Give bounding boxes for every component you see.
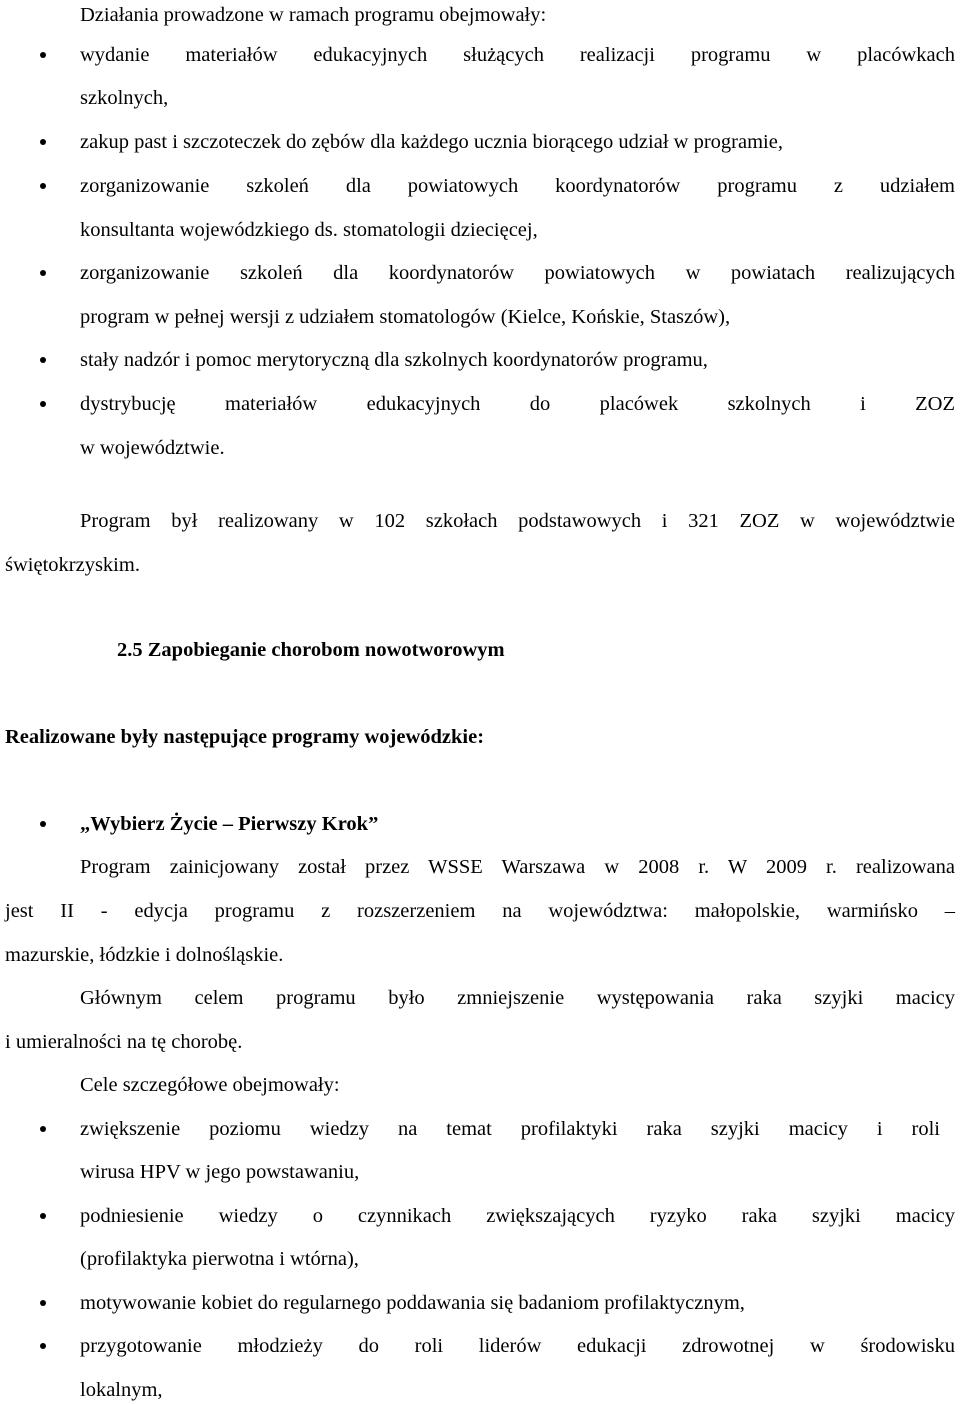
summary-line-2: świętokrzyskim. bbox=[5, 554, 140, 576]
program-desc-line-2: jest II - edycja programu z rozszerzeniem na województwa: małopolskie, warmińsko – bbox=[5, 900, 955, 922]
bullet-icon bbox=[40, 401, 46, 407]
activity-6-line-1: dystrybucję materiałów edukacyjnych do placówek szkolnych i ZOZ bbox=[80, 393, 955, 415]
activity-5: stały nadzór i pomoc merytoryczną dla szkolnych koordynatorów programu, bbox=[80, 349, 708, 371]
activity-6-line-2: w województwie. bbox=[80, 437, 225, 459]
objective-1-line-1: zwiększenie poziomu wiedzy na temat profilaktyki raka szyjki macicy i roli bbox=[80, 1118, 940, 1140]
objective-3: motywowanie kobiet do regularnego poddawania się badaniom profilaktycznym, bbox=[80, 1292, 745, 1314]
bullet-icon bbox=[40, 1300, 46, 1306]
bullet-icon bbox=[40, 821, 46, 827]
objective-4-line-2: lokalnym, bbox=[80, 1379, 163, 1401]
objective-1-line-2: wirusa HPV w jego powstawaniu, bbox=[80, 1161, 360, 1183]
bullet-icon bbox=[40, 1126, 46, 1132]
bullet-icon bbox=[40, 1213, 46, 1219]
objective-2-line-1: podniesienie wiedzy o czynnikach zwiększających ryzyko raka szyjki macicy bbox=[80, 1205, 955, 1227]
bullet-icon bbox=[40, 139, 46, 145]
goal-line-1: Głównym celem programu było zmniejszenie występowania raka szyjki macicy bbox=[80, 987, 955, 1009]
activity-2: zakup past i szczoteczek do zębów dla każdego ucznia biorącego udział w programie, bbox=[80, 131, 783, 153]
goal-line-2: i umieralności na tę chorobę. bbox=[5, 1031, 243, 1053]
activity-3-line-2: konsultanta wojewódzkiego ds. stomatologii dziecięcej, bbox=[80, 219, 538, 241]
section-heading: 2.5 Zapobieganie chorobom nowotworowym bbox=[117, 639, 505, 661]
activity-1-line-2: szkolnych, bbox=[80, 87, 169, 109]
bullet-icon bbox=[40, 183, 46, 189]
activity-3-line-1: zorganizowanie szkoleń dla powiatowych koordynatorów programu z udziałem bbox=[80, 175, 955, 197]
objective-4-line-1: przygotowanie młodzieży do roli liderów edukacji zdrowotnej w środowisku bbox=[80, 1335, 955, 1357]
summary-line-1: Program był realizowany w 102 szkołach podstawowych i 321 ZOZ w województwie bbox=[80, 510, 955, 532]
objectives-intro: Cele szczegółowe obejmowały: bbox=[80, 1074, 340, 1096]
bullet-icon bbox=[40, 52, 46, 58]
bullet-icon bbox=[40, 270, 46, 276]
bullet-icon bbox=[40, 1343, 46, 1349]
program-desc-line-1: Program zainicjowany został przez WSSE Warszawa w 2008 r. W 2009 r. realizowana bbox=[80, 856, 955, 878]
activity-1-line-1: wydanie materiałów edukacyjnych służących realizacji programu w placówkach bbox=[80, 44, 955, 66]
bullet-icon bbox=[40, 357, 46, 363]
activity-4-line-1: zorganizowanie szkoleń dla koordynatorów powiatowych w powiatach realizujących bbox=[80, 262, 955, 284]
objective-2-line-2: (profilaktyka pierwotna i wtórna), bbox=[80, 1248, 359, 1270]
activity-4-line-2: program w pełnej wersji z udziałem stomatologów (Kielce, Końskie, Staszów), bbox=[80, 306, 731, 328]
activities-intro: Działania prowadzone w ramach programu obejmowały: bbox=[80, 4, 547, 26]
program-desc-line-3: mazurskie, łódzkie i dolnośląskie. bbox=[5, 944, 284, 966]
programs-heading: Realizowane były następujące programy wojewódzkie: bbox=[5, 726, 485, 748]
program-title: „Wybierz Życie – Pierwszy Krok” bbox=[80, 813, 379, 835]
